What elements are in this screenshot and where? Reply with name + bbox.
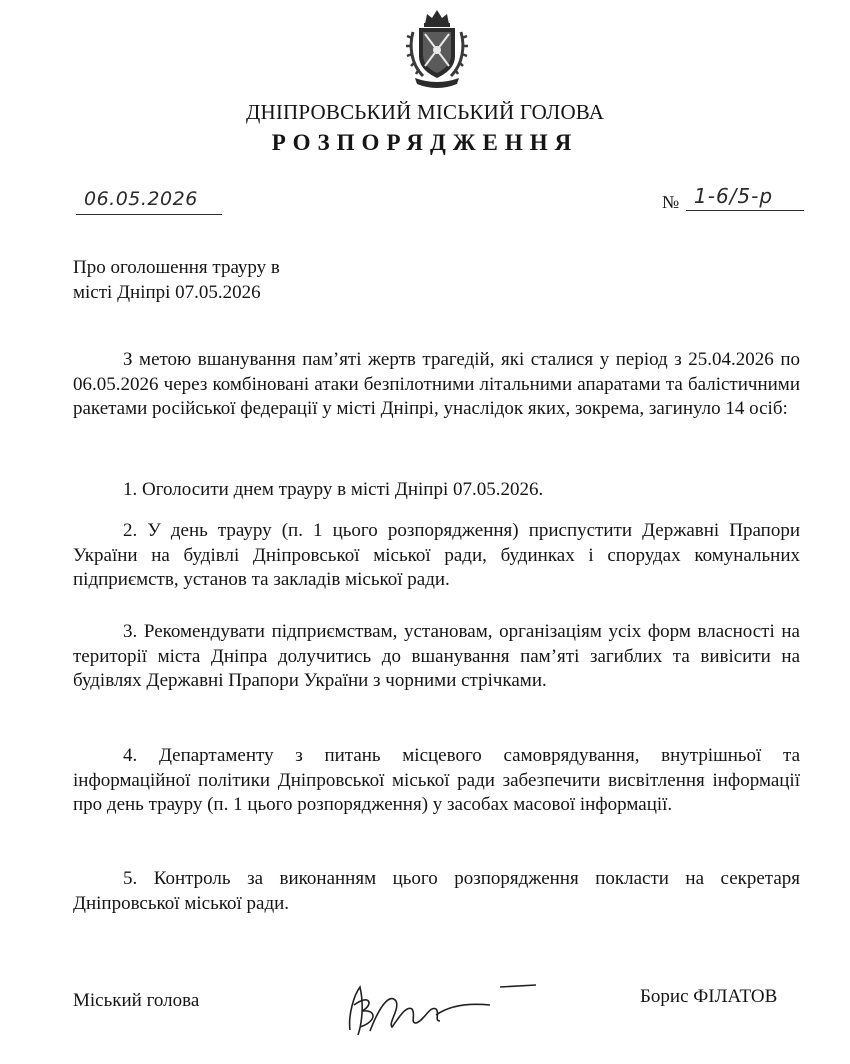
order-number-line (686, 186, 804, 211)
city-coat-of-arms-icon (405, 6, 469, 90)
handwritten-signature (340, 975, 540, 1040)
signatory-name: Борис ФІЛАТОВ (640, 986, 778, 1007)
order-item-4: 4. Департаменту з питань місцевого самоврядування, внутрішньої та інформаційної політики Дніпровської міської ради забезпечити висвітлення інформації про день трауру (п. 1 цього розпорядження) у засобах масової інформації. (73, 745, 800, 815)
order-date-handwritten: 06.05.2026 (84, 188, 198, 210)
order-item-2: 2. У день трауру (п. 1 цього розпорядження) приспустити Державні Прапори України на будівлі Дніпровської міської ради, будинках і спорудах комунальних підприємств, установ та закладів міської ради. (73, 520, 800, 590)
order-subject (73, 255, 393, 305)
order-number-field (662, 186, 810, 214)
preamble-paragraph: З метою вшанування пам’яті жертв трагедій, які сталися у період з 25.04.2026 по 06.05.2026 через комбіновані атаки безпілотними літальними апаратами та балістичними ракетами російської федерації у місті Дніпрі, унаслідок яких, зокрема, загинуло 14 осіб: (73, 349, 800, 419)
number-sign: № (662, 192, 680, 212)
document-type-title: РОЗПОРЯДЖЕННЯ (271, 130, 579, 155)
subject-line-1: Про оголошення трауру в (73, 257, 280, 278)
issuing-authority: ДНІПРОВСЬКИЙ МІСЬКИЙ ГОЛОВА (245, 100, 605, 124)
order-item-1: 1. Оголосити днем трауру в місті Дніпрі 07.05.2026. (123, 479, 544, 500)
order-item-5: 5. Контроль за виконанням цього розпорядження покласти на секретаря Дніпровської міської ради. (73, 868, 800, 914)
subject-line-2: місті Дніпрі 07.05.2026 (73, 282, 261, 303)
signatory-role: Міський голова (73, 990, 200, 1011)
order-number-handwritten: 1-6/5-р (694, 184, 774, 208)
order-item-3: 3. Рекомендувати підприємствам, установам, організаціям усіх форм власності на території міста Дніпра долучитись до вшанування пам’яті загиблих та вивісити на будівлях Державні Прапори України з чорними стрічками. (73, 621, 800, 691)
order-date-field (76, 188, 222, 215)
